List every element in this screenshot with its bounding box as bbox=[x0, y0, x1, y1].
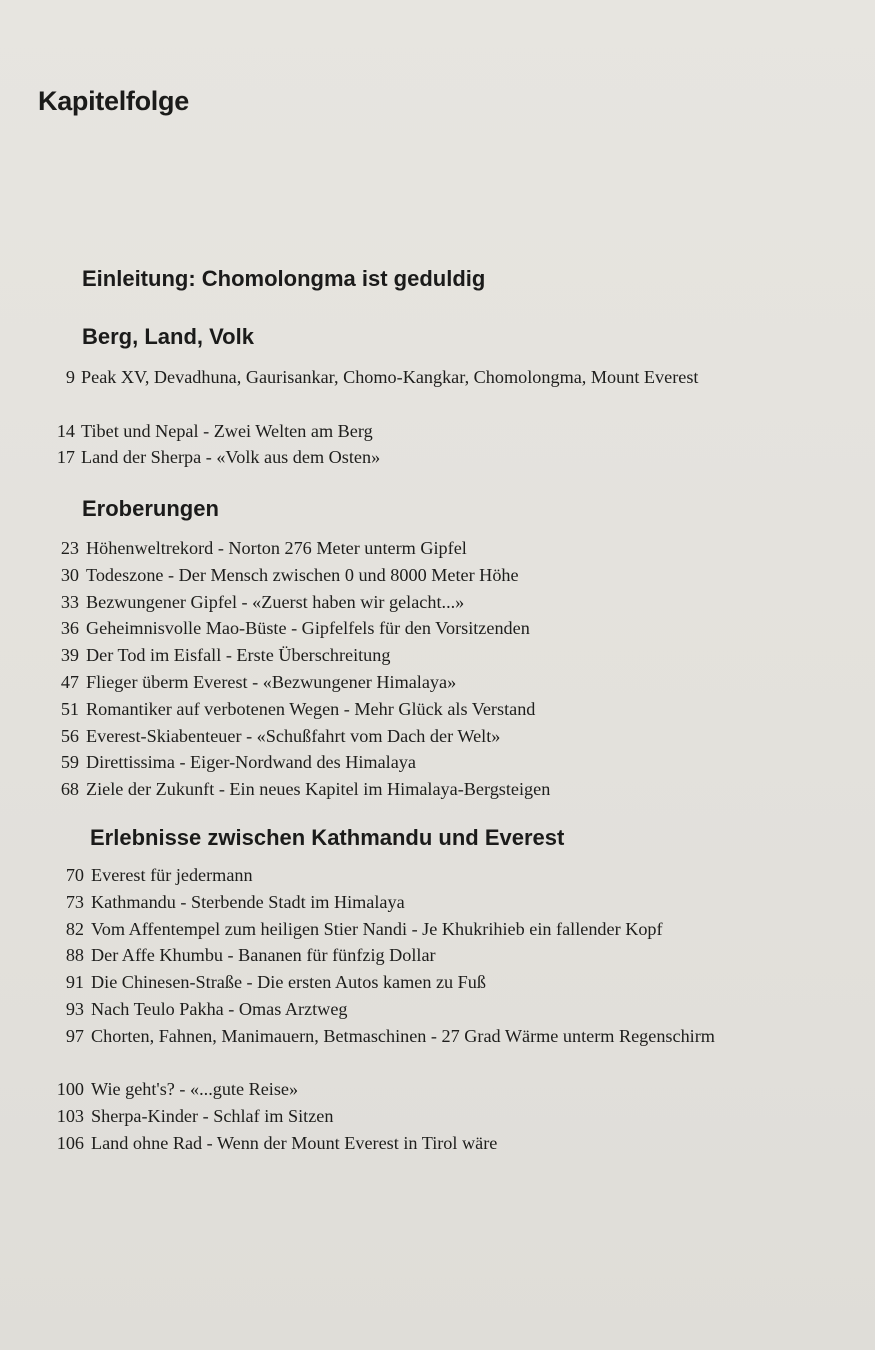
toc-entry bbox=[0, 916, 875, 943]
toc-entry bbox=[0, 723, 875, 750]
toc-page-number: 36 bbox=[60, 618, 79, 639]
toc-entry-title: Sherpa-Kinder - Schlaf im Sitzen bbox=[91, 1106, 334, 1127]
section-heading-eroberungen: Eroberungen bbox=[82, 496, 219, 521]
toc-entry-title: Everest-Skiabenteuer - «Schußfahrt vom Dach der Welt» bbox=[86, 725, 501, 746]
toc-entry-title: Geheimnisvolle Mao-Büste - Gipfelfels für den Vorsitzenden bbox=[86, 618, 530, 639]
toc-entry bbox=[0, 862, 875, 889]
toc-entry bbox=[0, 364, 875, 418]
toc-entry bbox=[0, 669, 875, 696]
toc-page-number: 100 bbox=[56, 1079, 84, 1100]
toc-page-number: 82 bbox=[65, 918, 84, 939]
toc-entry bbox=[0, 418, 875, 445]
toc-page-number: 91 bbox=[65, 972, 84, 993]
toc-entry-title: Kathmandu - Sterbende Stadt im Himalaya bbox=[91, 891, 405, 912]
toc-page-number: 56 bbox=[60, 725, 79, 746]
toc-entry bbox=[0, 1023, 875, 1077]
toc-entry-title: Die Chinesen-Straße - Die ersten Autos kamen zu Fuß bbox=[91, 972, 486, 993]
toc-list-berg-land-volk bbox=[0, 364, 875, 471]
toc-entry bbox=[0, 749, 875, 776]
toc-page-number: 106 bbox=[56, 1132, 84, 1153]
toc-entry bbox=[0, 776, 875, 803]
toc-page-number: 103 bbox=[56, 1106, 84, 1127]
toc-page-number: 51 bbox=[60, 698, 79, 719]
toc-entry bbox=[0, 1130, 875, 1157]
toc-entry-title: Land der Sherpa - «Volk aus dem Osten» bbox=[81, 447, 381, 468]
toc-entry-title: Direttissima - Eiger-Nordwand des Himalaya bbox=[86, 752, 416, 773]
toc-page-number: 93 bbox=[65, 998, 84, 1019]
section-heading-erlebnisse: Erlebnisse zwischen Kathmandu und Everest bbox=[90, 825, 565, 850]
toc-entry bbox=[0, 444, 875, 471]
toc-entry-title: Wie geht's? - «...gute Reise» bbox=[91, 1079, 299, 1100]
toc-page-number: 30 bbox=[60, 564, 79, 585]
toc-entry bbox=[0, 1103, 875, 1130]
toc-page-number: 23 bbox=[60, 538, 79, 558]
toc-entry bbox=[0, 562, 875, 589]
toc-entry bbox=[0, 642, 875, 669]
toc-entry-title: Höhenweltrekord - Norton 276 Meter unterm Gipfel bbox=[86, 538, 467, 558]
toc-entry bbox=[0, 942, 875, 969]
toc-page-number: 88 bbox=[65, 945, 84, 966]
toc-page-number: 39 bbox=[60, 645, 79, 666]
toc-entry-title: Nach Teulo Pakha - Omas Arztweg bbox=[91, 998, 348, 1019]
toc-page-number: 70 bbox=[65, 865, 84, 885]
toc-entry-title: Flieger überm Everest - «Bezwungener Himalaya» bbox=[86, 671, 457, 692]
toc-entry-title: Peak XV, Devadhuna, Gaurisankar, Chomo-Kangkar, Chomolongma, Mount Everest bbox=[81, 367, 699, 387]
toc-entry-title: Romantiker auf verbotenen Wegen - Mehr Glück als Verstand bbox=[86, 698, 536, 719]
toc-entry-title: Bezwungener Gipfel - «Zuerst haben wir gelacht...» bbox=[86, 591, 465, 612]
toc-entry bbox=[0, 969, 875, 996]
toc-entry-title: Everest für jedermann bbox=[91, 865, 253, 885]
toc-entry bbox=[0, 1076, 875, 1103]
toc-page-number: 68 bbox=[60, 779, 79, 800]
toc-entry bbox=[0, 535, 875, 562]
toc-entry-title: Todeszone - Der Mensch zwischen 0 und 8000 Meter Höhe bbox=[86, 564, 519, 585]
toc-entry-title: Der Affe Khumbu - Bananen für fünfzig Dollar bbox=[91, 945, 436, 966]
toc-page-number: 17 bbox=[56, 447, 75, 468]
toc-list-eroberungen bbox=[0, 535, 875, 803]
toc-page-number: 47 bbox=[60, 671, 79, 692]
page-title: Kapitelfolge bbox=[38, 86, 189, 116]
toc-entry bbox=[0, 996, 875, 1023]
toc-page-number: 59 bbox=[60, 752, 79, 773]
toc-entry-title: Chorten, Fahnen, Manimauern, Betmaschinen - 27 Grad Wärme unterm Regenschirm bbox=[91, 1025, 715, 1046]
intro-heading: Einleitung: Chomolongma ist geduldig bbox=[82, 266, 486, 291]
toc-page-number: 97 bbox=[65, 1025, 84, 1046]
toc-entry bbox=[0, 589, 875, 616]
toc-entry-title: Der Tod im Eisfall - Erste Überschreitung bbox=[86, 645, 391, 666]
toc-entry bbox=[0, 889, 875, 916]
toc-list-erlebnisse bbox=[0, 862, 875, 1157]
toc-page-number: 9 bbox=[65, 367, 75, 387]
toc-entry-title: Ziele der Zukunft - Ein neues Kapitel im Himalaya-Bergsteigen bbox=[86, 779, 551, 800]
toc-entry-title: Vom Affentempel zum heiligen Stier Nandi - Je Khukrihieb ein fallender Kopf bbox=[91, 918, 663, 939]
toc-entry bbox=[0, 696, 875, 723]
toc-entry bbox=[0, 615, 875, 642]
toc-page-number: 33 bbox=[60, 591, 79, 612]
toc-page-number: 14 bbox=[56, 420, 75, 441]
toc-entry-title: Land ohne Rad - Wenn der Mount Everest in Tirol wäre bbox=[91, 1132, 498, 1153]
toc-entry-title: Tibet und Nepal - Zwei Welten am Berg bbox=[81, 420, 373, 441]
toc-page-number: 73 bbox=[65, 891, 84, 912]
section-heading-berg-land-volk: Berg, Land, Volk bbox=[82, 324, 254, 349]
